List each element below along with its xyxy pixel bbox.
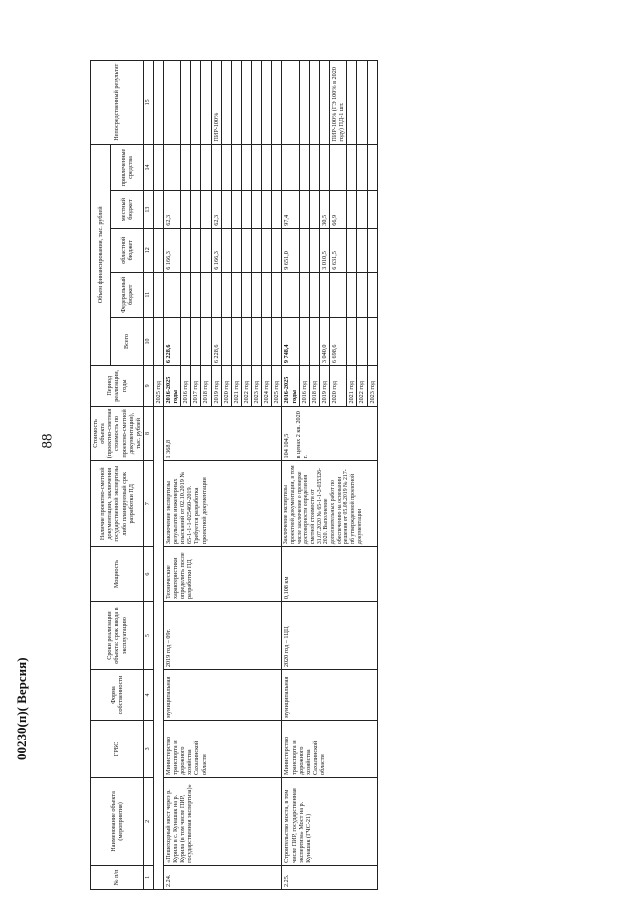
total-cell: 6 228,6 — [163, 317, 180, 365]
header-local: местный бюджет — [110, 191, 143, 228]
header-grbs: ГРБС — [91, 720, 144, 777]
col-num: 5 — [143, 602, 153, 670]
col-num: 14 — [143, 144, 153, 191]
document-version-footer: 00230(п)( Версия) — [14, 657, 29, 760]
period-cell: 2016-2025 годы — [282, 366, 299, 406]
total-cell: 3 040,0 — [319, 317, 329, 365]
documentation-cell: Заключение экспертизы проектной документации, в том числе заключение о проверке достоверности определения сметной стоимости от 31.07.2020 № 65-1-1-3-035326-2020. Выполнение дополнительных работ по обеспечению на основании решения от 05.08.2019 № 217-пб утвержденной проектной документации — [282, 461, 377, 547]
header-term: Сроки реализации объекта: срок ввода в эксплуатацию — [91, 602, 144, 670]
local-cell: 30,5 — [319, 191, 329, 228]
header-power: Мощность — [91, 547, 144, 602]
total-cell: 6 698,6 — [330, 317, 347, 365]
period-cell: 2023 год — [252, 366, 262, 406]
empty-cell — [153, 406, 163, 889]
col-num: 1 — [143, 865, 153, 889]
header-num: № п/п — [91, 865, 144, 889]
header-name: Наименование объекта (мероприятия) — [91, 777, 144, 865]
period-cell: 2018 год — [309, 366, 319, 406]
local-cell: 66,9 — [330, 191, 347, 228]
result-cell: ПИР-100% — [211, 61, 221, 145]
period-cell: 2024 год — [262, 366, 272, 406]
grbs-cell: Министерство транспорта и дорожного хозяйства Сахалинской области — [163, 720, 282, 777]
period-cell: 2017 год — [191, 366, 201, 406]
col-num: 8 — [143, 406, 153, 461]
local-cell: 97,4 — [282, 191, 299, 228]
cost-cell: 1 368,8 — [163, 406, 282, 461]
header-doc: Наличие проектно-сметной документации, заключения государственной экспертизы либо планируемый срок разработки ПД — [91, 461, 144, 547]
implementation-term: 2020 год – 1ЦЦ — [282, 602, 377, 670]
col-num: 15 — [143, 61, 153, 145]
table-row — [163, 61, 180, 890]
local-cell: 62,3 — [211, 191, 221, 228]
regional-cell: 6 166,3 — [211, 228, 221, 272]
col-num: 11 — [143, 272, 153, 317]
header-total: Всего — [110, 317, 143, 365]
cost-note: в ценах 2 кв. 2020 г. — [294, 411, 309, 459]
header-result: Непосредственный результат — [91, 61, 144, 145]
regional-cell: 9 651,0 — [282, 228, 299, 272]
period-cell: 2016 год — [181, 366, 191, 406]
col-num: 4 — [143, 670, 153, 721]
period-cell: 2022 год — [241, 366, 251, 406]
ownership-form: муниципальная — [163, 670, 282, 721]
financing-table — [90, 60, 378, 890]
cost-value: 104 104,5 — [283, 433, 291, 459]
table-row — [153, 61, 163, 890]
header-financing: Объем финансирования, тыс. рублей — [91, 144, 111, 365]
period-cell: 2022 год — [357, 366, 367, 406]
header-form: Форма собственности — [91, 670, 144, 721]
period-cell: 2025 год — [272, 366, 282, 406]
row-number: 2.24. — [163, 865, 282, 889]
object-name: Строительство моста, в том числе ПИР, государственная экспертиза» Мост на р. Кунашак (ГЧС-21) — [282, 777, 377, 865]
period-cell: 2016 год — [299, 366, 309, 406]
rotated-table-wrapper — [90, 60, 620, 890]
header-federal: Федеральный бюджет — [110, 272, 143, 317]
regional-cell: 3 010,5 — [319, 228, 329, 272]
local-cell: 62,3 — [163, 191, 180, 228]
ownership-form: муниципальная — [282, 670, 377, 721]
col-num: 3 — [143, 720, 153, 777]
period-cell: 2025 год — [153, 366, 163, 406]
col-num: 12 — [143, 228, 153, 272]
total-cell: 9 748,4 — [282, 317, 299, 365]
period-cell: 2020 год — [221, 366, 231, 406]
grbs-cell: Министерство транспорта и дорожного хозяйства Сахалинской области — [282, 720, 377, 777]
row-number: 2.25. — [282, 865, 377, 889]
col-num: 2 — [143, 777, 153, 865]
object-name: «Пешеходный мост через р. Курила в с. Кунашак на р. Курила (в том числе ПИР, государственная экспертиза)» — [163, 777, 282, 865]
period-cell: 2021 год — [231, 366, 241, 406]
column-number-row — [143, 61, 153, 890]
regional-cell: 6 631,5 — [330, 228, 347, 272]
period-cell: 2016-2025 годы — [163, 366, 180, 406]
cost-cell — [282, 406, 377, 461]
period-cell: 2018 год — [201, 366, 211, 406]
table-row — [282, 61, 299, 890]
header-cost: Стоимость объекта (проектно-сметная стоимость по проектно-сметной документации), тыс. рублей — [91, 406, 144, 461]
total-cell: 6 228,6 — [211, 317, 221, 365]
col-num: 7 — [143, 461, 153, 547]
regional-cell: 6 166,3 — [163, 228, 180, 272]
header-period: Период реализации, годы — [91, 366, 144, 406]
period-cell: 2023 год — [367, 366, 377, 406]
page-number: 88 — [39, 433, 56, 449]
period-cell: 2021 год — [347, 366, 357, 406]
implementation-term: 2019 год – 09г. — [163, 602, 282, 670]
header-attracted: привлеченные средства — [110, 144, 143, 191]
header-regional: областной бюджет — [110, 228, 143, 272]
table-header-row — [91, 61, 111, 890]
capacity-cell: 0,108 км — [282, 547, 377, 602]
col-num: 10 — [143, 317, 153, 365]
documentation-cell: Заключение экспертизы результатов инженерных изысканий от 02.10.2019 № 65-1-1-1-025460-2019. Требуется разработка проектной документации — [163, 461, 282, 547]
period-cell: 2019 год — [211, 366, 221, 406]
result-cell: ПИР-100% (ГЭ 100% в 2020 году) ПД-1 шт. — [330, 61, 347, 145]
col-num: 13 — [143, 191, 153, 228]
period-cell: 2019 год — [319, 366, 329, 406]
period-cell: 2020 год — [330, 366, 347, 406]
col-num: 6 — [143, 547, 153, 602]
col-num: 9 — [143, 366, 153, 406]
capacity-cell: Технические характеристики определить после разработки ПД — [163, 547, 282, 602]
